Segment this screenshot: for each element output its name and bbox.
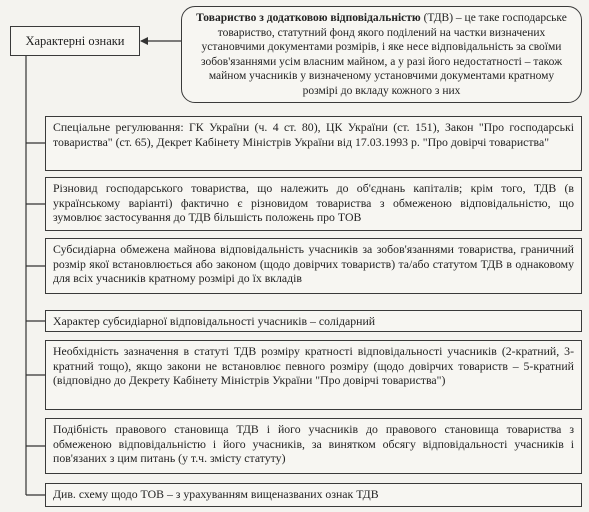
feature-text: Різновид господарського товариства, що належить до об'єднань капіталів; крім того, ТДВ (в українському варіанті) фактично є різновидом товариства з обмеженою відповідальністю, що зумовлює застосування до ТДВ більшість положень про ТОВ (53, 181, 574, 224)
definition-box (181, 6, 582, 103)
definition-text: (ТДВ) – це таке господарське товариство, статутний фонд якого поділений на частки визначених установчими документами розмірів, і яке несе відповідальність за своїми зобов'язаннями усім власним майном, а у разі його недостатності – також майном учасників у визначеному установчими документами кратному розмірі до вкладу кожного з них (200, 12, 567, 97)
feature-text: Субсидіарна обмежена майнова відповідальність учасників за зобов'язаннями товариства, граничний розмір якої встановлюється або законом (щодо довірчих товариств) та/або статутом ТДВ в однаковому для всіх учасників кратному розмірі до їх вкладів (53, 242, 574, 285)
feature-box-similarity (45, 418, 582, 474)
feature-text: Характер субсидіарної відповідальності учасників – солідарний (53, 314, 376, 328)
feature-box-type (45, 177, 582, 231)
definition-term: Товариство з додатковою відповідальністю (196, 12, 421, 24)
feature-box-liability (45, 238, 582, 294)
feature-box-solidary (45, 310, 582, 332)
feature-text: Необхідність зазначення в статуті ТДВ розміру кратності відповідальності учасників (2-кратний, 3-кратний тощо), якщо закони не встановлює певного розміру (щодо довірчих товариств – 5-кратний (відповідно до Декрету Кабінету Міністрів України "Про довірчі товариства") (53, 344, 574, 387)
feature-box-see-also (45, 483, 582, 507)
feature-text: Спеціальне регулювання: ГК України (ч. 4 ст. 80), ЦК України (ст. 151), Закон "Про господарські товариства" (ст. 65), Декрет Кабінету Міністрів України від 17.03.1993 р. "Про довірчі товариства" (53, 120, 574, 149)
feature-box-multiplicity (45, 340, 582, 410)
title-box (10, 26, 140, 56)
feature-text: Див. схему щодо ТОВ – з урахуванням вищеназваних ознак ТДВ (53, 487, 379, 501)
title-text: Характерні ознаки (25, 33, 125, 48)
feature-text: Подібність правового становища ТДВ і його учасників до правового становища товариства з обмеженою відповідальністю і його учасників, за винятком обсягу відповідальності учасників і пов'язаних з цим питань (у т.ч. змісту статуту) (53, 422, 574, 465)
feature-box-regulation (45, 116, 582, 171)
